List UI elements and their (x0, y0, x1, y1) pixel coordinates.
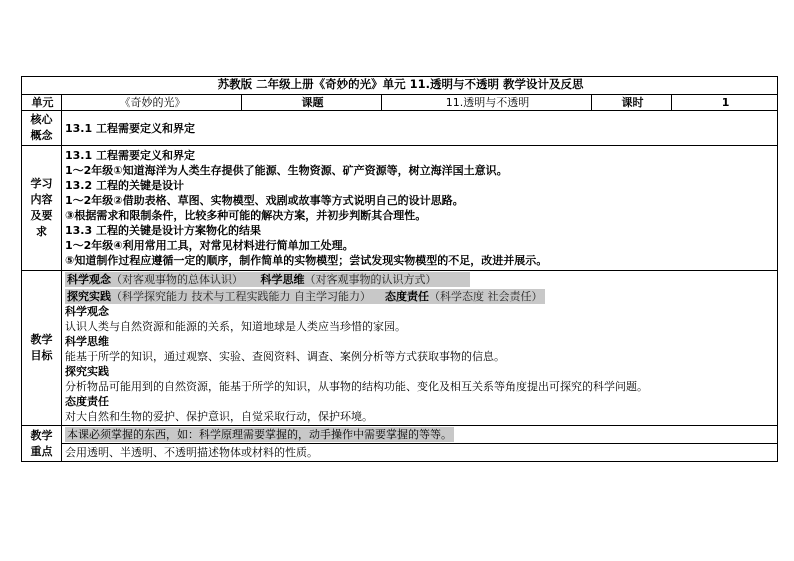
topic-value: 11.透明与不透明 (382, 95, 592, 111)
hours-label: 课时 (592, 95, 672, 111)
key-points-note-row (62, 426, 777, 444)
objective-text: 分析物品可能用到的自然资源，能基于所学的知识，从事物的结构功能、变化及相互关系等角度提出可探究的科学问题。 (65, 380, 648, 393)
key-points-row (22, 426, 778, 462)
objective-text: 能基于所学的知识，通过观察、实验、查阅资料、调查、案例分析等方式获取事物的信息。 (65, 350, 505, 363)
objective-text: 认识人类与自然资源和能源的关系，知道地球是人类应当珍惜的家园。 (65, 320, 406, 333)
objective-heading: 科学观念 (65, 305, 109, 318)
learning-line: ③根据需求和限制条件，比较多种可能的解决方案，并初步判断其合理性。 (65, 209, 427, 222)
objectives-label: 教学 目标 (22, 271, 62, 426)
learning-content (62, 146, 778, 271)
core-concept-label: 核心 概念 (22, 111, 62, 146)
objective-heading: 科学思维 (65, 335, 109, 348)
key-points-note: 本课必须掌握的东西，如：科学原理需要掌握的，动手操作中需要掌握的等等。 (67, 428, 452, 441)
unit-value: 《奇妙的光》 (62, 95, 242, 111)
objectives-legend-row-1 (65, 272, 777, 287)
objectives-row (22, 271, 778, 426)
key-points-label: 教学 重点 (22, 426, 62, 462)
unit-label: 单元 (22, 95, 62, 111)
topic-label: 课题 (242, 95, 382, 111)
objectives-legend-row-2 (65, 289, 777, 304)
lesson-plan-table (21, 76, 778, 462)
hours-value: 1 (672, 95, 778, 111)
learning-line: 1～2年级②借助表格、草图、实物模型、戏剧或故事等方式说明自己的设计思路。 (65, 194, 464, 207)
header-row (22, 95, 778, 111)
learning-line: 13.1 工程需要定义和界定 (65, 149, 195, 162)
key-points-content (62, 426, 778, 462)
objective-heading: 探究实践 (65, 365, 109, 378)
objective-text: 对大自然和生物的爱护、保护意识，自觉采取行动，保护环境。 (65, 410, 373, 423)
learning-line: 1～2年级④利用常用工具，对常见材料进行简单加工处理。 (65, 239, 354, 252)
practice-legend: 探究实践（科学探究能力 技术与工程实践能力 自主学习能力） 态度责任（科学态度 社会责任） (67, 290, 543, 303)
key-points-text: 会用透明、半透明、不透明描述物体或材料的性质。 (65, 446, 318, 459)
learning-line: ⑤知道制作过程应遵循一定的顺序，制作简单的实物模型；尝试发现实物模型的不足，改进并展示。 (65, 254, 548, 267)
learning-row (22, 146, 778, 271)
objectives-content (62, 271, 778, 426)
core-concept-text: 13.1 工程需要定义和界定 (62, 111, 778, 146)
objective-heading: 态度责任 (65, 395, 109, 408)
learning-label: 学习 内容 及要 求 (22, 146, 62, 271)
core-concept-row (22, 111, 778, 146)
concept-legend: 科学观念（对客观事物的总体认识） 科学思维（对客观事物的认识方式） (65, 272, 470, 287)
document-title: 苏教版 二年级上册《奇妙的光》单元 11.透明与不透明 教学设计及反思 (22, 77, 778, 95)
learning-line: 1～2年级①知道海洋为人类生存提供了能源、生物资源、矿产资源等，树立海洋国土意识。 (65, 164, 508, 177)
learning-line: 13.2 工程的关键是设计 (65, 179, 184, 192)
learning-line: 13.3 工程的关键是设计方案物化的结果 (65, 224, 261, 237)
